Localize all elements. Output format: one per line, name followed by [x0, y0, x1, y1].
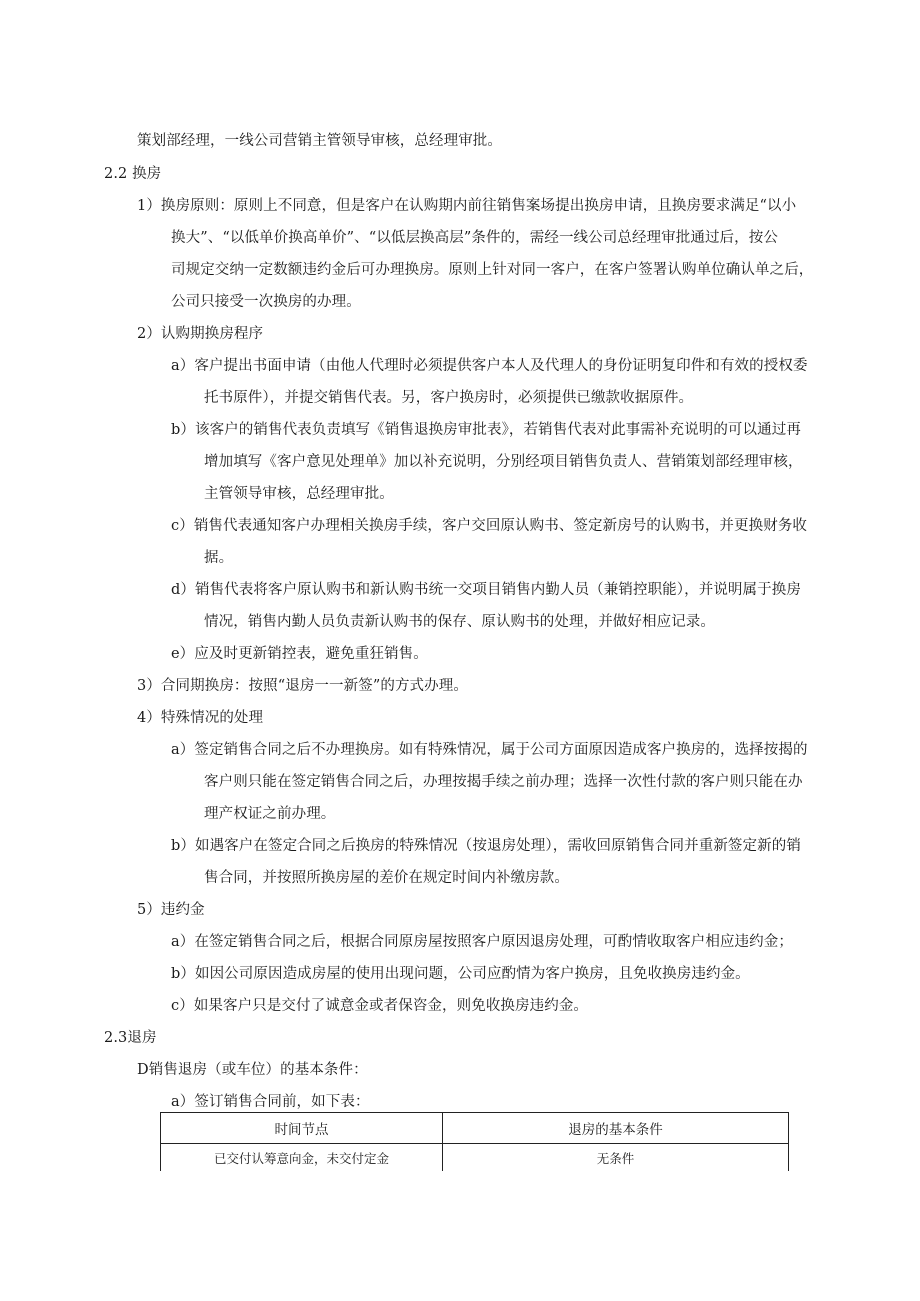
text-line: a）客户提出书面申请（由他人代理时必须提供客户本人及代理人的身份证明复印件和有效的授权委: [171, 358, 808, 374]
table-cell: 无条件: [443, 1144, 789, 1172]
text-line: d）销售代表将客户原认购书和新认购书统一交项目销售内勤人员（兼销控职能），并说明属于换房: [171, 582, 801, 598]
text-line: 托书原件），并提交销售代表。另，客户换房时，必须提供已缴款收据原件。: [204, 390, 694, 406]
text-line: 策划部经理，一线公司营销主管领导审核，总经理审批。: [137, 133, 502, 149]
refund-conditions-table: [160, 1112, 789, 1171]
text-line: a）签订销售合同前，如下表：: [171, 1094, 370, 1110]
subheading: 4）特殊情况的处理: [137, 710, 264, 726]
text-line: 售合同，并按照所换房屋的差价在规定时间内补缴房款。: [204, 870, 569, 886]
text-line: a）在签定销售合同之后，根据合同原房屋按照客户原因退房处理，可酌情收取客户相应违约金；: [171, 934, 793, 950]
subheading: 2）认购期换房程序: [137, 326, 264, 342]
table-header-cell: 时间节点: [161, 1113, 443, 1144]
text-line: D销售退房（或车位）的基本条件：: [137, 1062, 368, 1078]
text-line: b）如因公司原因造成房屋的使用出现问题，公司应酌情为客户换房，且免收换房违约金。: [171, 966, 750, 982]
text-line: e）应及时更新销控表，避免重狂销售。: [171, 646, 428, 662]
text-line: a）签定销售合同之后不办理换房。如有特殊情况，属于公司方面原因造成客户换房的，选择按揭的: [171, 742, 808, 758]
text-line: 司规定交纳一定数额违约金后可办理换房。原则上针对同一客户，在客户签署认购单位确认单之后，: [171, 262, 814, 278]
text-line: 1）换房原则：原则上不同意，但是客户在认购期内前往销售案场提出换房申请，且换房要求满足“以小: [137, 198, 797, 214]
table-header-cell: 退房的基本条件: [443, 1113, 789, 1144]
text-line: 公司只接受一次换房的办理。: [171, 294, 361, 310]
text-line: c）销售代表通知客户办理相关换房手续，客户交回原认购书、签定新房号的认购书，并更换财务收: [171, 518, 808, 534]
table-row: [161, 1144, 789, 1172]
text-line: 主管领导审核，总经理审批。: [204, 486, 394, 502]
text-line: 换大”、“以低单价换高单价”、“以低层换高层”条件的，需经一线公司总经理审批通过后，按公: [171, 230, 778, 246]
text-line: b）如遇客户在签定合同之后换房的特殊情况（按退房处理），需收回原销售合同并重新签定新的销: [171, 838, 801, 854]
text-line: 客户则只能在签定销售合同之后，办理按揭手续之前办理；选择一次性付款的客户则只能在办: [204, 774, 803, 790]
section-heading-2-3: 2.3退房: [104, 1030, 157, 1046]
text-line: c）如果客户只是交付了诚意金或者保咨金，则免收换房违约金。: [171, 998, 589, 1014]
subheading: 5）违约金: [137, 902, 205, 918]
text-line: 情况，销售内勤人员负责新认购书的保存、原认购书的处理，并做好相应记录。: [204, 614, 715, 630]
table-cell: 已交付认筹意向金，未交付定金: [161, 1144, 443, 1172]
text-line: b）该客户的销售代表负责填写《销售退换房审批表》，若销售代表对此事需补充说明的可以通过再: [171, 422, 801, 438]
text-line: 据。: [204, 550, 234, 566]
text-line: 增加填写《客户意见处理单》加以补充说明，分别经项目销售负责人、营销策划部经理审核，: [204, 454, 803, 470]
text-line: 理产权证之前办理。: [204, 806, 336, 822]
table-header-row: [161, 1113, 789, 1144]
section-heading-2-2: 2.2 换房: [104, 166, 162, 182]
text-line: 3）合同期换房：按照“退房一一新签”的方式办理。: [137, 678, 468, 694]
